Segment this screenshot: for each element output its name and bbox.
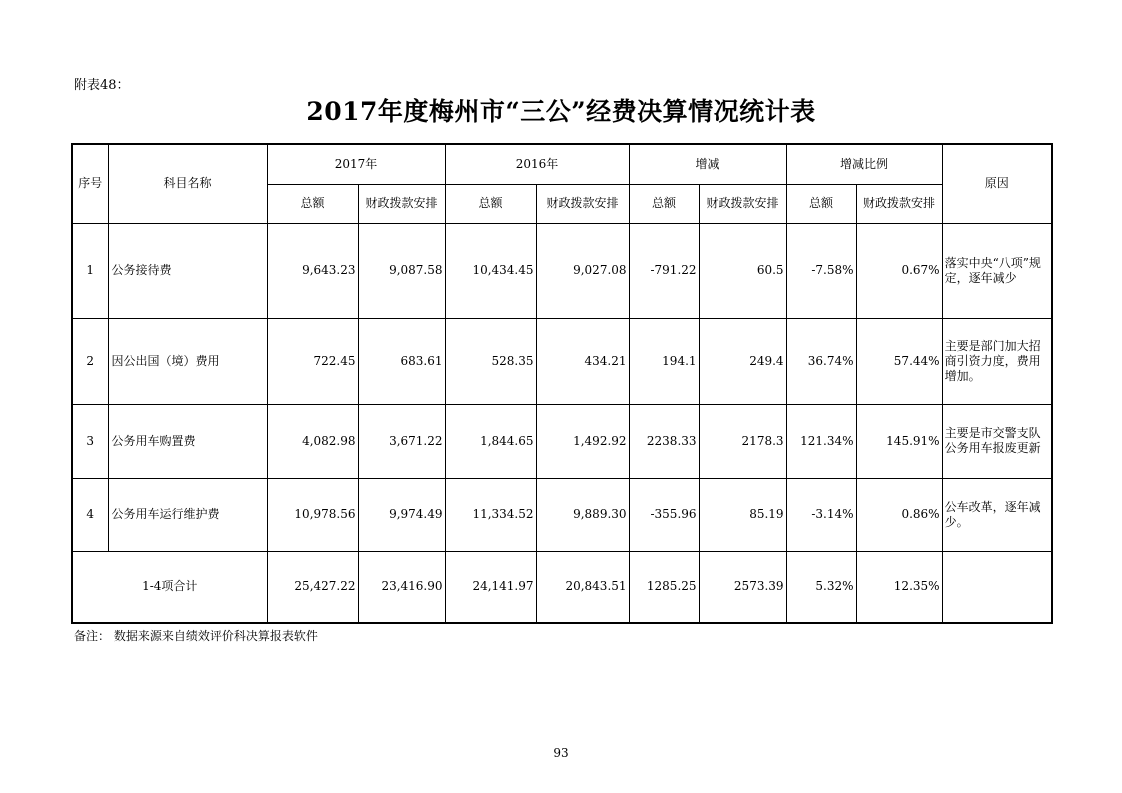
row-fiscal-change: 2178.3 <box>699 404 786 478</box>
row-fiscal-2016: 9,889.30 <box>536 478 629 551</box>
header-2017-fiscal: 财政拨款安排 <box>358 184 445 223</box>
row-fiscal-change: 249.4 <box>699 318 786 404</box>
header-2016-fiscal: 财政拨款安排 <box>536 184 629 223</box>
row-fiscal-2016: 9,027.08 <box>536 223 629 318</box>
summary-total-change: 1285.25 <box>629 551 699 623</box>
header-change: 增减 <box>629 144 786 184</box>
table-row <box>72 478 1052 551</box>
row-item: 公务用车购置费 <box>108 404 267 478</box>
row-total-ratio: -7.58% <box>786 223 856 318</box>
row-fiscal-change: 60.5 <box>699 223 786 318</box>
row-total-ratio: -3.14% <box>786 478 856 551</box>
row-total-2017: 10,978.56 <box>267 478 358 551</box>
header-seq: 序号 <box>72 144 108 223</box>
row-total-2016: 11,334.52 <box>445 478 536 551</box>
row-total-change: 2238.33 <box>629 404 699 478</box>
row-reason: 主要是部门加大招商引资力度，费用增加。 <box>942 318 1052 404</box>
header-2017-total: 总额 <box>267 184 358 223</box>
row-fiscal-ratio: 57.44% <box>856 318 942 404</box>
expense-table <box>71 143 1053 624</box>
summary-fiscal-2017: 23,416.90 <box>358 551 445 623</box>
header-change-ratio: 增减比例 <box>786 144 942 184</box>
row-fiscal-2017: 9,974.49 <box>358 478 445 551</box>
row-seq: 2 <box>72 318 108 404</box>
row-total-ratio: 36.74% <box>786 318 856 404</box>
row-item: 公务接待费 <box>108 223 267 318</box>
row-total-change: -791.22 <box>629 223 699 318</box>
row-reason: 公车改革，逐年减少。 <box>942 478 1052 551</box>
row-total-2017: 4,082.98 <box>267 404 358 478</box>
summary-total-ratio: 5.32% <box>786 551 856 623</box>
row-seq: 1 <box>72 223 108 318</box>
row-total-change: 194.1 <box>629 318 699 404</box>
row-item: 公务用车运行维护费 <box>108 478 267 551</box>
summary-label: 1-4项合计 <box>72 551 267 623</box>
summary-fiscal-change: 2573.39 <box>699 551 786 623</box>
header-ratio-fiscal: 财政拨款安排 <box>856 184 942 223</box>
row-reason: 主要是市交警支队公务用车报废更新 <box>942 404 1052 478</box>
row-fiscal-2016: 434.21 <box>536 318 629 404</box>
footnote: 备注： 数据来源来自绩效评价科决算报表软件 <box>74 629 318 643</box>
row-reason: 落实中央“八项”规定，逐年减少 <box>942 223 1052 318</box>
row-fiscal-2017: 3,671.22 <box>358 404 445 478</box>
header-2016-total: 总额 <box>445 184 536 223</box>
summary-row <box>72 551 1052 623</box>
row-seq: 3 <box>72 404 108 478</box>
row-fiscal-2016: 1,492.92 <box>536 404 629 478</box>
row-total-ratio: 121.34% <box>786 404 856 478</box>
row-fiscal-2017: 683.61 <box>358 318 445 404</box>
row-fiscal-ratio: 0.67% <box>856 223 942 318</box>
row-fiscal-ratio: 0.86% <box>856 478 942 551</box>
header-2017: 2017年 <box>267 144 445 184</box>
row-fiscal-2017: 9,087.58 <box>358 223 445 318</box>
page-number: 93 <box>553 746 569 760</box>
row-total-2016: 1,844.65 <box>445 404 536 478</box>
header-2016: 2016年 <box>445 144 629 184</box>
header-item: 科目名称 <box>108 144 267 223</box>
row-total-2016: 528.35 <box>445 318 536 404</box>
summary-fiscal-ratio: 12.35% <box>856 551 942 623</box>
summary-total-2016: 24,141.97 <box>445 551 536 623</box>
row-seq: 4 <box>72 478 108 551</box>
summary-reason <box>942 551 1052 623</box>
table-row <box>72 404 1052 478</box>
table-row <box>72 223 1052 318</box>
row-fiscal-ratio: 145.91% <box>856 404 942 478</box>
summary-fiscal-2016: 20,843.51 <box>536 551 629 623</box>
row-total-2016: 10,434.45 <box>445 223 536 318</box>
header-row-1 <box>72 144 1052 184</box>
summary-total-2017: 25,427.22 <box>267 551 358 623</box>
row-item: 因公出国（境）费用 <box>108 318 267 404</box>
page-title: 2017年度梅州市“三公”经费决算情况统计表 <box>306 97 816 126</box>
table-row <box>72 318 1052 404</box>
header-change-total: 总额 <box>629 184 699 223</box>
row-total-2017: 722.45 <box>267 318 358 404</box>
row-fiscal-change: 85.19 <box>699 478 786 551</box>
header-reason: 原因 <box>942 144 1052 223</box>
row-total-change: -355.96 <box>629 478 699 551</box>
attachment-label: 附表48： <box>74 78 130 93</box>
row-total-2017: 9,643.23 <box>267 223 358 318</box>
header-change-fiscal: 财政拨款安排 <box>699 184 786 223</box>
header-ratio-total: 总额 <box>786 184 856 223</box>
